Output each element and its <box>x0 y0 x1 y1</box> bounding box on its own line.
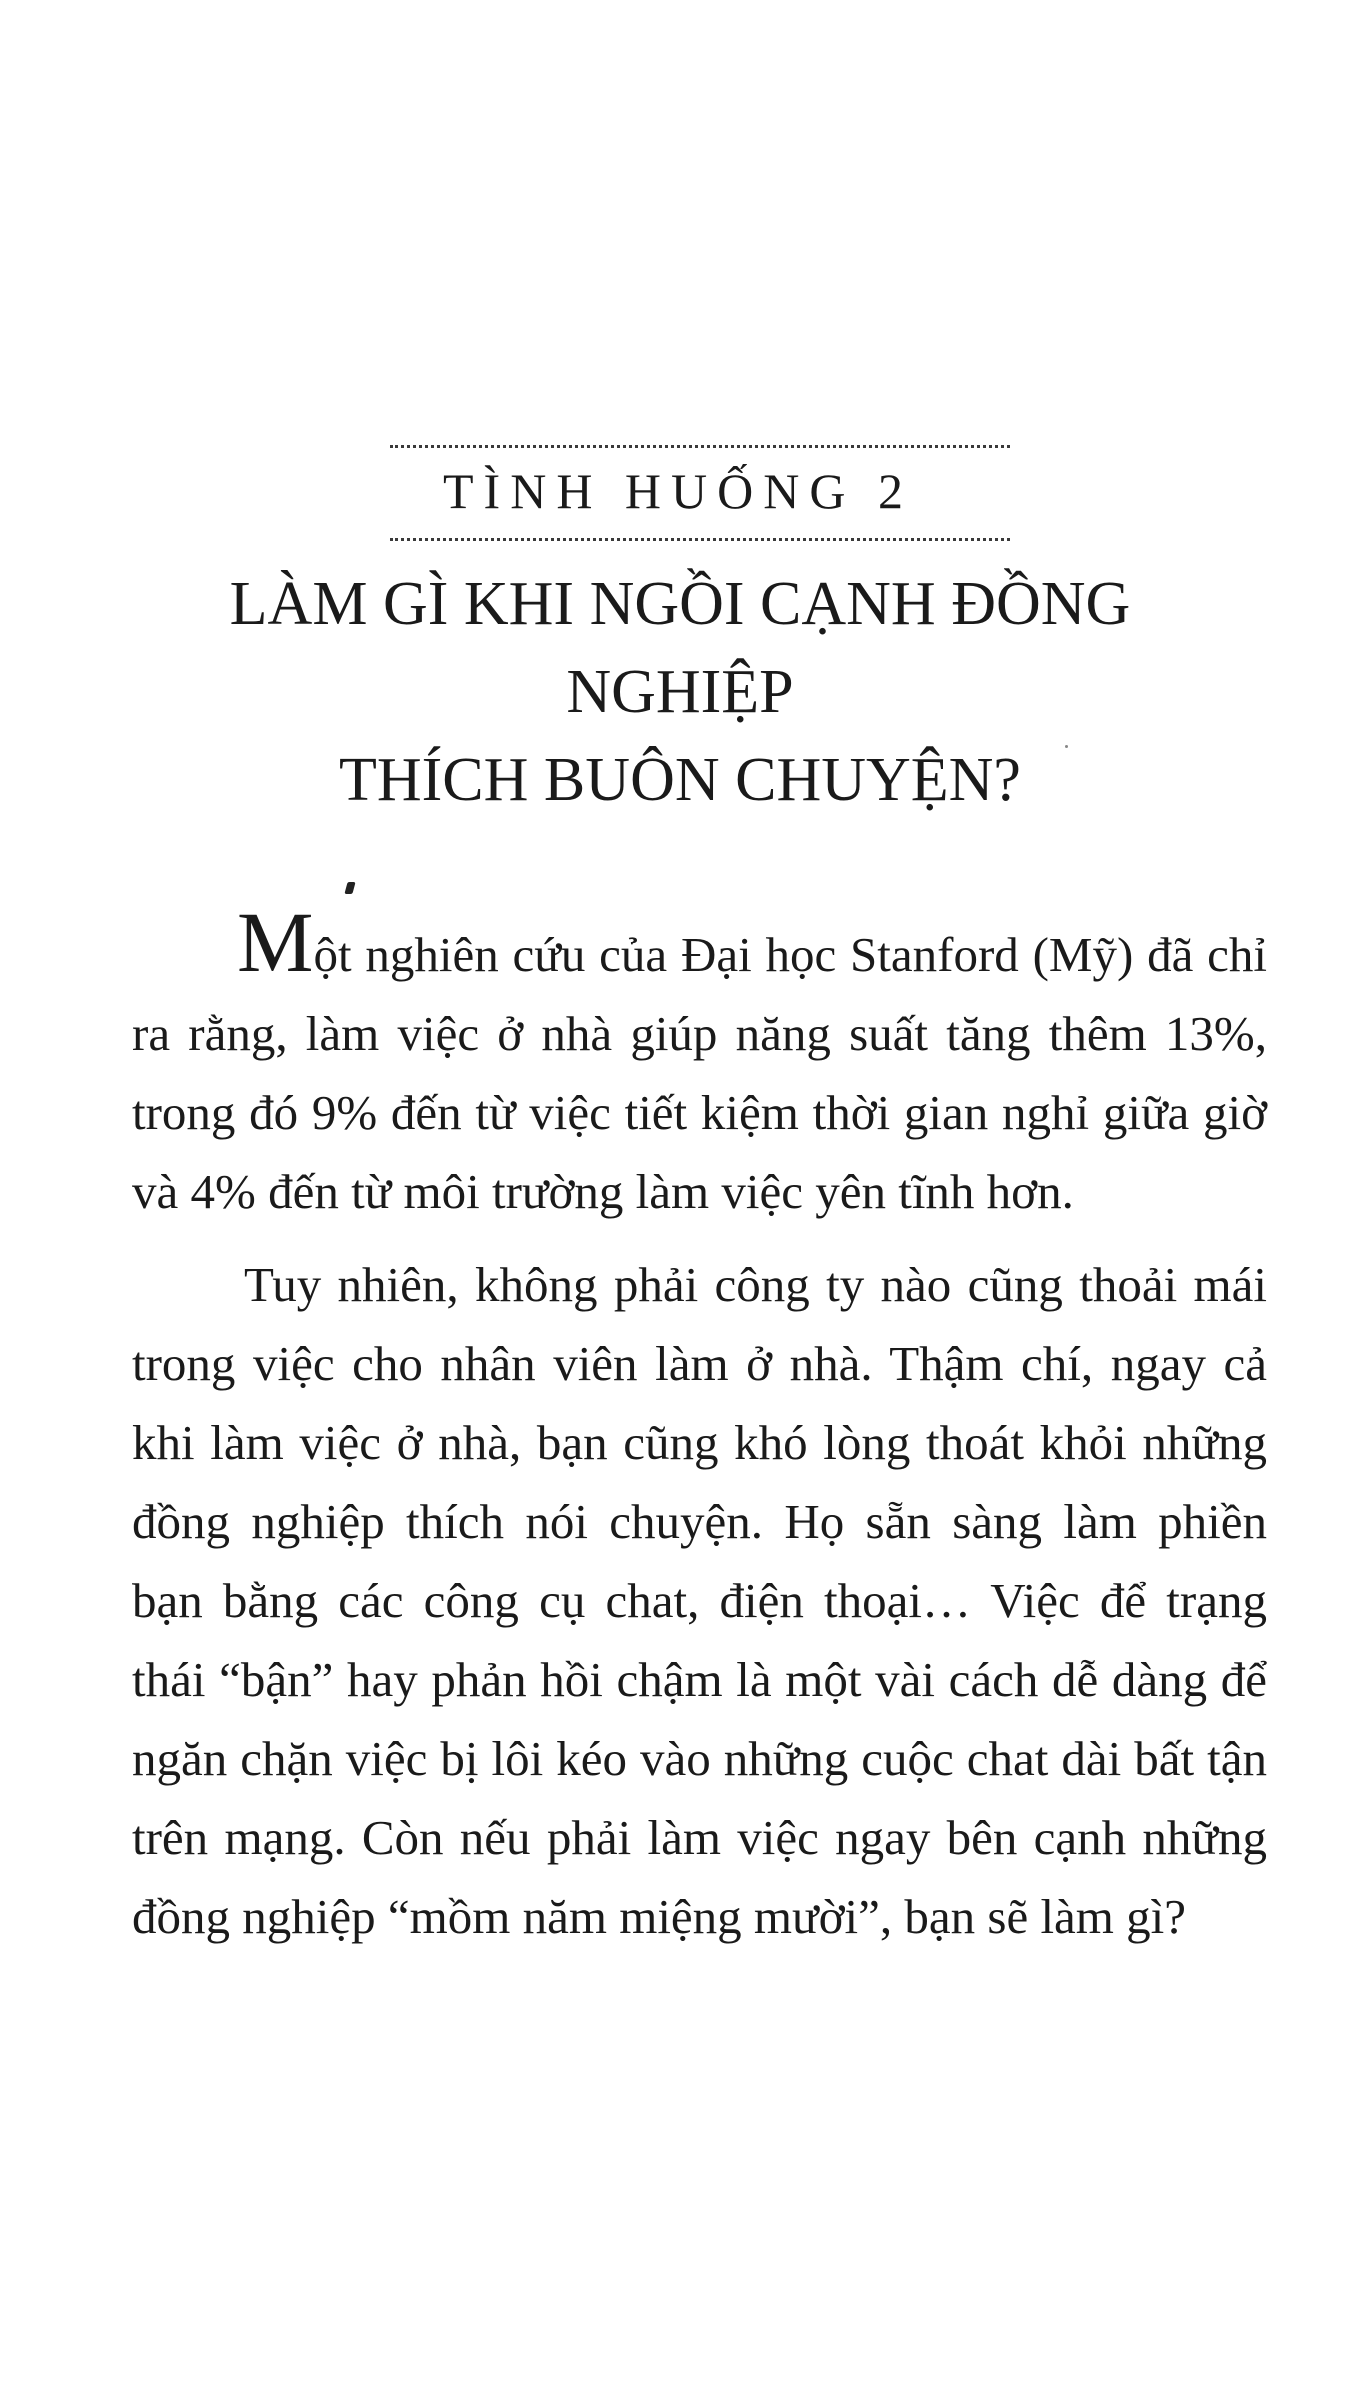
print-speck <box>1065 745 1068 748</box>
paragraph-1 <box>132 894 1267 1231</box>
paragraph-1-text: ột nghiên cứu của Đại học Stanford (Mỹ) đã chỉ ra rằng, làm việc ở nhà giúp năng suất tăng thêm 13%, trong đó 9% đến từ việc tiết kiệm thời gian nghỉ giữa giờ và 4% đến từ môi trường làm việc yên tĩnh hơn. <box>132 927 1267 1219</box>
section-kicker: TÌNH HUỐNG 2 <box>443 463 913 519</box>
drop-cap: M <box>237 894 314 990</box>
chapter-title-line-1: LÀM GÌ KHI NGỒI CẠNH ĐỒNG NGHIỆP <box>229 570 1131 726</box>
paragraph-2: Tuy nhiên, không phải công ty nào cũng thoải mái trong việc cho nhân viên làm ở nhà. Thậm chí, ngay cả khi làm việc ở nhà, bạn cũng khó lòng thoát khỏi những đồng nghiệp thích nói chuyện. Họ sẵn sàng làm phiền bạn bằng các công cụ chat, điện thoại… Việc để trạng thái “bận” hay phản hồi chậm là một vài cách dễ dàng để ngăn chặn việc bị lôi kéo vào những cuộc chat dài bất tận trên mạng. Còn nếu phải làm việc ngay bên cạnh những đồng nghiệp “mồm năm miệng mười”, bạn sẽ làm gì? <box>132 1257 1267 1944</box>
body-text <box>132 894 1267 1970</box>
chapter-title-line-2: THÍCH BUÔN CHUYỆN? <box>339 746 1021 814</box>
print-mark <box>344 882 355 894</box>
bottom-dotted-divider <box>390 538 1010 541</box>
chapter-title <box>130 560 1230 824</box>
top-dotted-divider <box>390 445 1010 448</box>
